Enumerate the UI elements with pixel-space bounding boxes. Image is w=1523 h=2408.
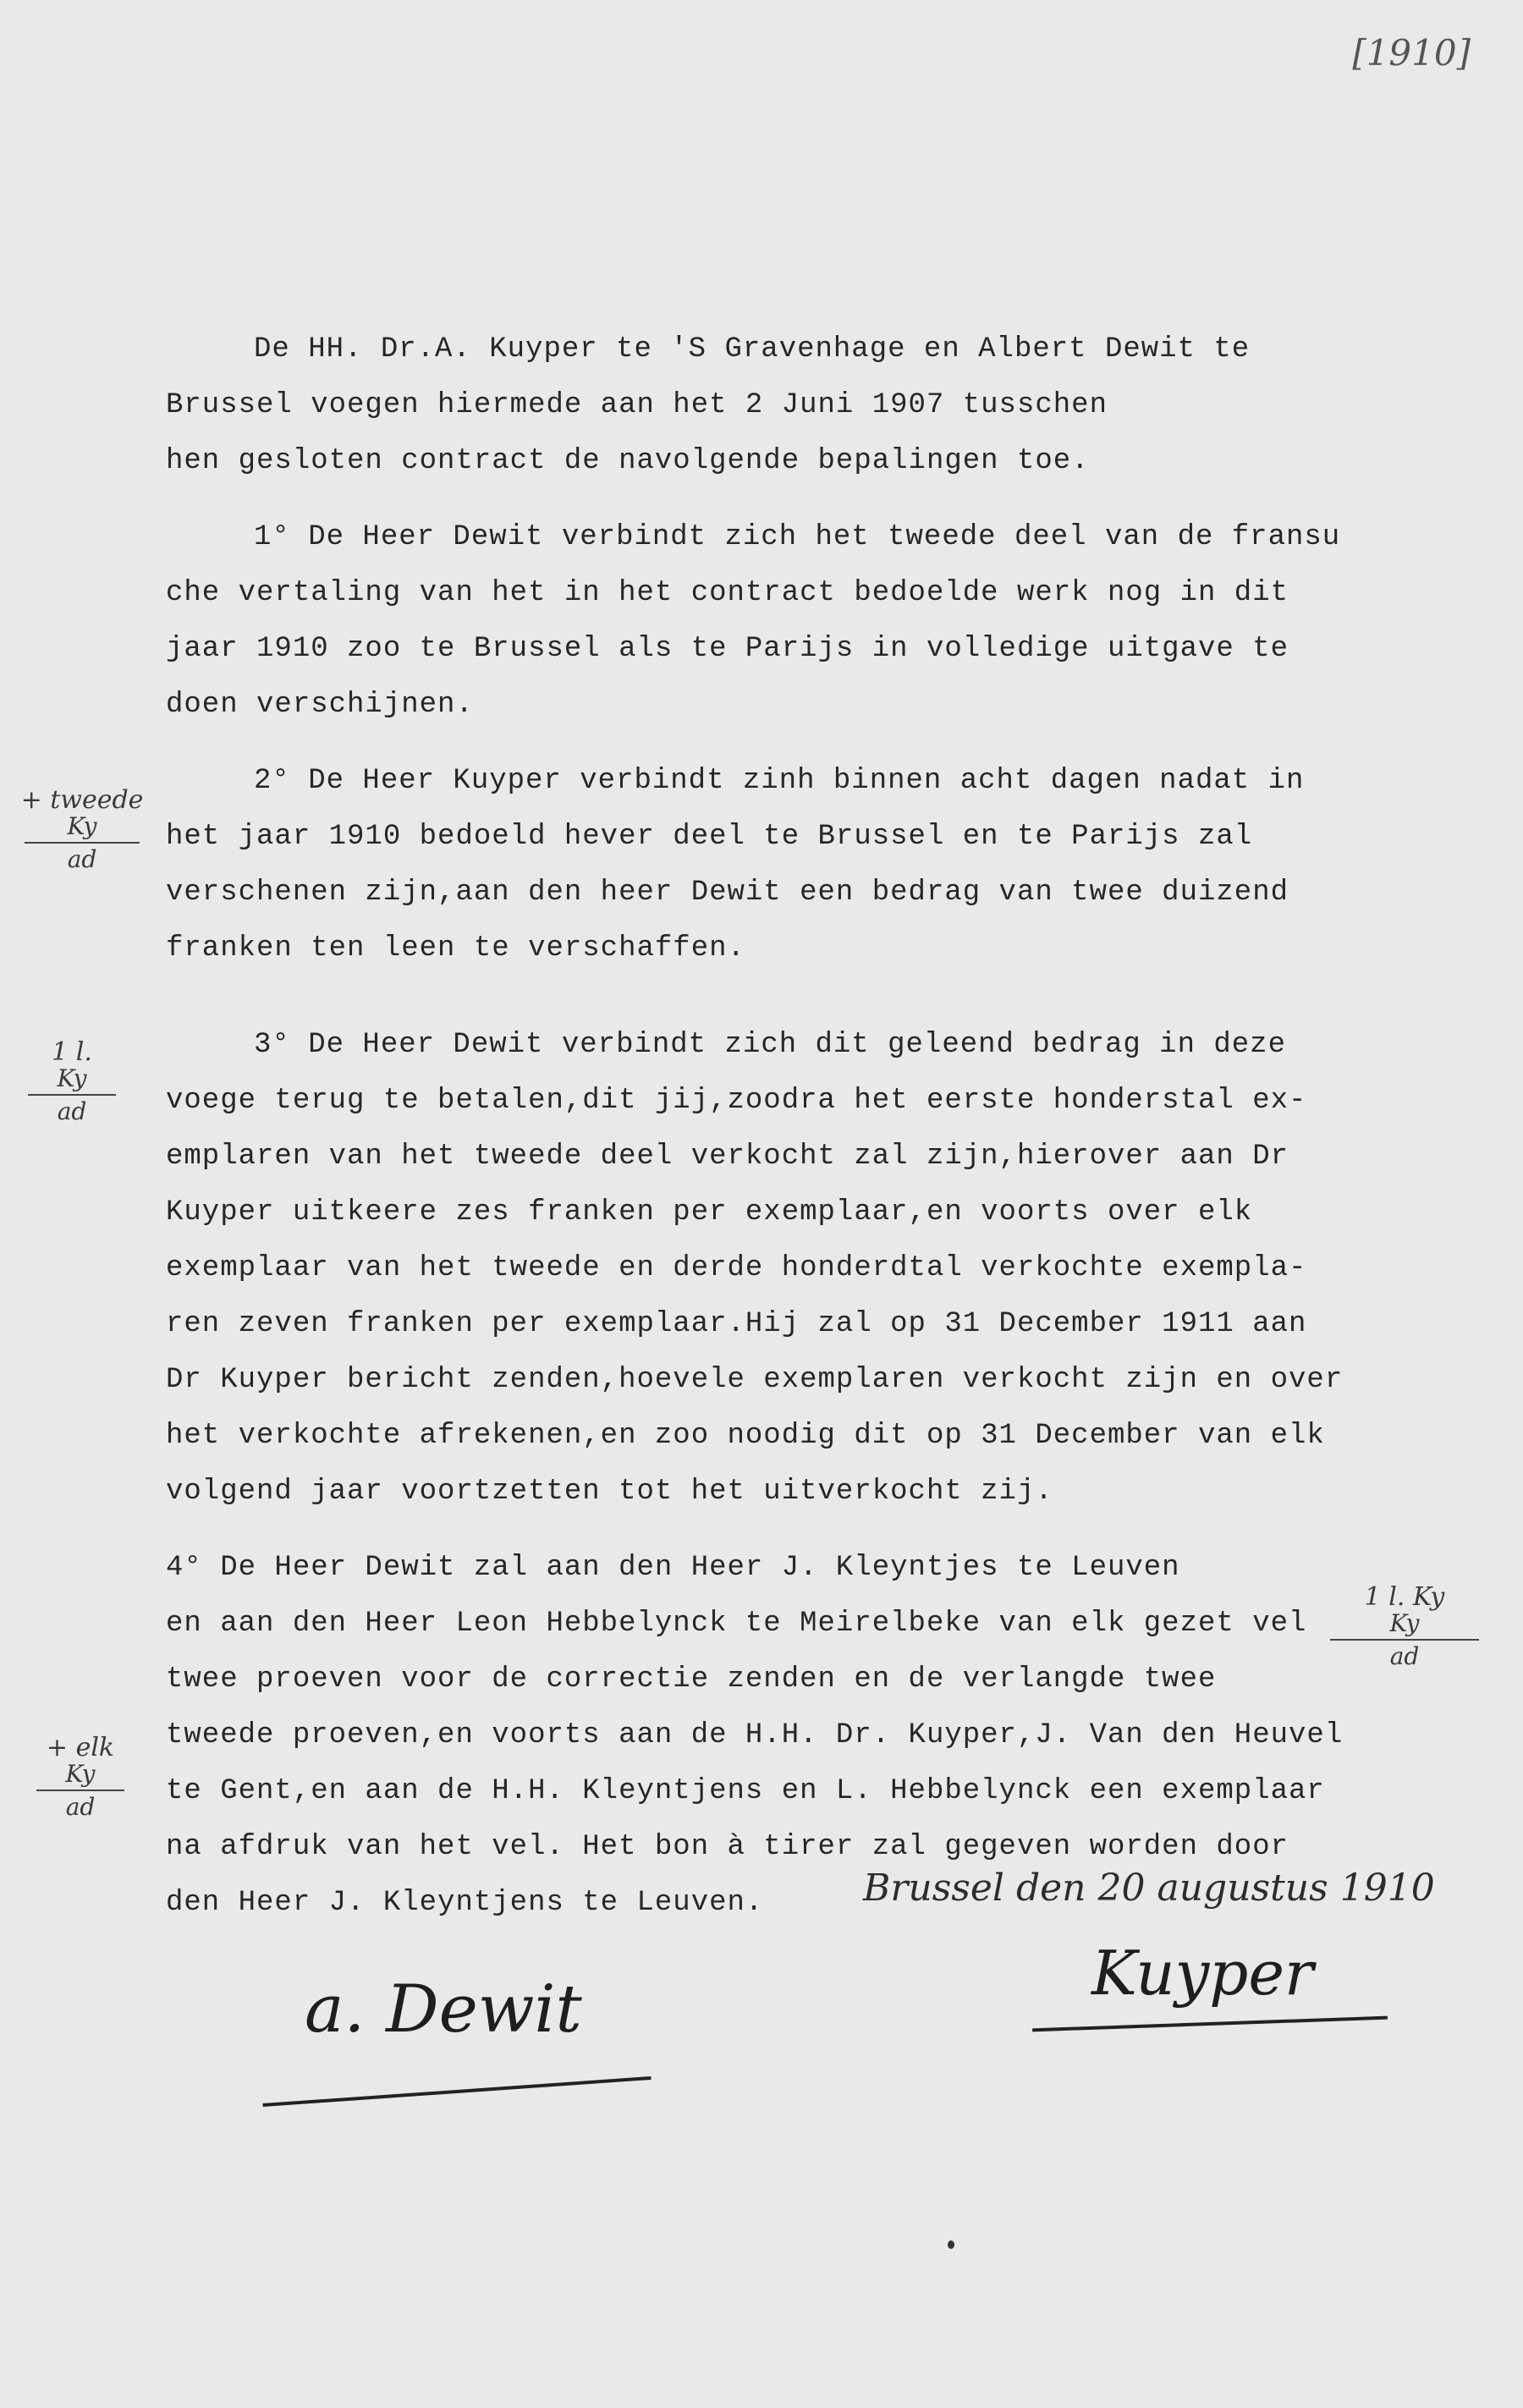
clause-1	[166, 509, 1376, 733]
margin-note-initials: ad	[1389, 1641, 1420, 1670]
text-line: het verkochte afrekenen,en zoo noodig dit op 31 December van elk	[166, 1420, 1325, 1452]
margin-note-tweede	[10, 787, 154, 871]
text-line: 3° De Heer Dewit verbindt zich dit geleend bedrag in deze	[254, 1029, 1286, 1061]
text-line: ren zeven franken per exemplaar.Hij zal op 31 December 1911 aan	[166, 1308, 1307, 1340]
text-line: 4° De Heer Dewit zal aan den Heer J. Kleyntjes te Leuven	[166, 1552, 1180, 1584]
text-line: Kuyper uitkeere zes franken per exemplaar,en voorts over elk	[166, 1196, 1253, 1229]
text-line: voege terug te betalen,dit jij,zoodra het eerste honderstal ex-	[166, 1085, 1307, 1117]
signature-kuyper: Kuyper	[1091, 1938, 1314, 2009]
margin-note-line	[17, 1039, 127, 1124]
margin-note-text: + tweede	[20, 785, 144, 815]
margin-note-initials: ad	[57, 1097, 87, 1125]
text-line: den Heer J. Kleyntjens te Leuven.	[166, 1887, 764, 1919]
margin-note-right	[1311, 1584, 1498, 1669]
text-line: verschenen zijn,aan den heer Dewit een bedrag van twee duizend	[166, 877, 1289, 909]
text-line: twee proeven voor de correctie zenden en de verlangde twee	[166, 1663, 1217, 1696]
signature-underline	[262, 2076, 651, 2107]
text-line: volgend jaar voortzetten tot het uitverkocht zij.	[166, 1476, 1053, 1508]
text-line: tweede proeven,en voorts aan de H.H. Dr. Kuyper,J. Van den Heuvel	[166, 1719, 1344, 1751]
archive-number: [1910]	[1352, 32, 1471, 74]
text-line: te Gent,en aan de H.H. Kleyntjens en L. Hebbelynck een exemplaar	[166, 1775, 1325, 1807]
margin-note-text: + elk	[46, 1733, 115, 1762]
text-line: 1° De Heer Dewit verbindt zich het tweede deel van de fransu	[254, 521, 1341, 553]
text-line: en aan den Heer Leon Hebbelynck te Meirelbeke van elk gezet vel	[166, 1608, 1307, 1640]
text-line: hen gesloten contract de navolgende bepalingen toe.	[166, 445, 1090, 477]
margin-note-initials: ad	[65, 1792, 96, 1821]
text-line: doen verschijnen.	[166, 689, 474, 721]
intro-paragraph	[166, 322, 1376, 489]
text-line: che vertaling van het in het contract bedoelde werk nog in dit	[166, 577, 1289, 609]
margin-note-text: 1 l. Ky	[1364, 1582, 1445, 1612]
text-line: emplaren van het tweede deel verkocht zal zijn,hierover aan Dr	[166, 1141, 1289, 1173]
margin-note-text: 1 l.	[52, 1037, 92, 1067]
text-line: 2° De Heer Kuyper verbindt zinh binnen acht dagen nadat in	[254, 765, 1305, 797]
margin-note-initials: Ky	[57, 1064, 87, 1092]
clause-3	[166, 1017, 1376, 1520]
ink-dot	[948, 2240, 954, 2249]
text-line: exemplaar van het tweede en derde honderdtal verkochte exempla-	[166, 1252, 1307, 1284]
margin-note-initials: Ky	[67, 811, 97, 840]
signature-underline	[1032, 2016, 1388, 2032]
margin-note-initials: Ky	[65, 1759, 96, 1788]
text-line: jaar 1910 zoo te Brussel als te Parijs in volledige uitgave te	[166, 633, 1289, 665]
text-line: Dr Kuyper bericht zenden,hoevele exemplaren verkocht zijn en over	[166, 1364, 1344, 1396]
contract-body	[166, 322, 1376, 1931]
text-line: Brussel voegen hiermede aan het 2 Juni 1907 tusschen	[166, 389, 1108, 421]
signature-dewit: a. Dewit	[305, 1971, 582, 2048]
place-date: Brussel den 20 augustus 1910	[863, 1866, 1435, 1910]
text-line: na afdruk van het vel. Het bon à tirer zal gegeven worden door	[166, 1831, 1289, 1863]
text-line: franken ten leen te verschaffen.	[166, 932, 745, 965]
margin-note-initials: Ky	[1389, 1608, 1420, 1637]
text-line: het jaar 1910 bedoeld hever deel te Brussel en te Parijs zal	[166, 821, 1253, 853]
margin-note-initials: ad	[67, 844, 97, 873]
margin-note-elk	[25, 1735, 135, 1819]
text-line: De HH. Dr.A. Kuyper te 'S Gravenhage en Albert Dewit te	[254, 333, 1251, 366]
clause-2	[166, 753, 1376, 976]
